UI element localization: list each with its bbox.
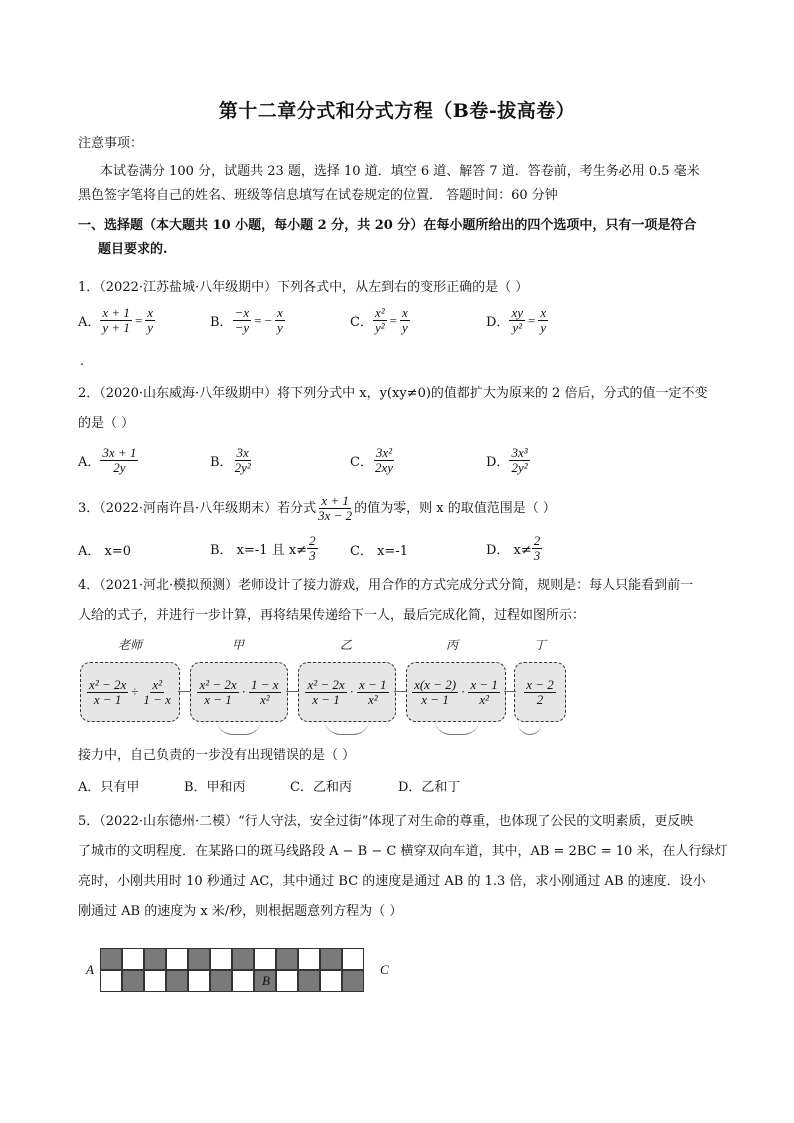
stripe (342, 948, 364, 970)
stripe (100, 970, 122, 992)
q4-stem-line-2: 人给的式子，并进行一步计算，再将结果传递给下一人，最后完成化简，过程如图所示： (78, 608, 586, 623)
equals-sign: = (527, 312, 536, 328)
relay-label-bing: 丙 (446, 638, 459, 652)
q4-ask: 接力中，自己负责的一步没有出现错误的是（ ） (78, 748, 356, 763)
q5-stem-line-2: 了城市的文明程度．在某路口的斑马线路段 A − B − C 横穿双向车道，其中，AB = 2BC = 10 米，在人行绿灯 (78, 844, 728, 859)
pass-arrow-icon (434, 718, 480, 735)
q2-option-b[interactable] (210, 446, 253, 475)
stripe (122, 970, 144, 992)
q2-option-c[interactable] (350, 446, 395, 475)
stripe (276, 970, 298, 992)
q1-option-c[interactable] (350, 306, 410, 335)
q2-stem-line-2: 的是（ ） (78, 416, 135, 431)
q5-stem-line-4: 刚通过 AB 的速度为 x 米/秒，则根据题意列方程为（ ） (78, 904, 403, 919)
stripe (232, 948, 254, 970)
fraction: $\frac{x + 1}{3x - 2}$ (318, 493, 353, 523)
q4-stem-line-1: 4．（2021·河北·模拟预测）老师设计了接力游戏，用合作的方式完成分式分简，规则是：每人只能看到前一 (78, 578, 694, 593)
stripe (210, 948, 232, 970)
fraction: $\frac{\text{x²}}{1 - x}$ (143, 676, 171, 707)
fraction: $\frac{x(x - 2)}{x - 1}$ (414, 676, 457, 707)
q1-stem: 1．（2022·江苏盐城·八年级期中）下列各式中，从左到右的变形正确的是（ ） (78, 280, 529, 295)
fraction: $\frac{xy}{\text{y²}}$ (511, 305, 523, 335)
fraction: $\frac{1 - x}{\text{x²}}$ (251, 676, 279, 707)
stripe (298, 970, 320, 992)
relay-box-ding (514, 662, 566, 722)
fraction: $\frac{x - 1}{\text{x²}}$ (470, 676, 498, 707)
q3-option-d[interactable] (486, 534, 542, 563)
stripe (210, 970, 232, 992)
stripe (166, 948, 188, 970)
option-label: A． (78, 455, 101, 470)
stripe (320, 948, 342, 970)
stripe (232, 970, 254, 992)
notice-line-1: 本试卷满分 100 分，试题共 23 题，选择 10 道．填空 6 道、解答 7 道．答卷前，考生务必用 0.5 毫米 (100, 164, 700, 179)
q3-option-c[interactable]: C． x=-1 (350, 544, 408, 559)
connector-line (504, 691, 516, 693)
q1-option-d[interactable] (486, 306, 548, 335)
fraction: $\frac{\text{3x³}}{\text{2y²}}$ (511, 445, 528, 475)
stripe (298, 948, 320, 970)
crosswalk-label-b: B (262, 973, 270, 988)
fraction: $\frac{2}{3}$ (533, 533, 541, 563)
relay-box-bing (406, 662, 506, 722)
fraction: $\frac{x}{y}$ (401, 305, 408, 335)
section-heading-line-1: 一、选择题（本大题共 10 小题，每小题 2 分，共 20 分）在每小题所给出的四个选项中，只有一项是符合 (78, 218, 697, 233)
fraction: $\frac{x}{y}$ (147, 305, 154, 335)
notice-line-2: 黑色签字笔将自己的姓名、班级等信息填写在试卷规定的位置． 答题时间：60 分钟 (78, 188, 558, 203)
relay-label-yi: 乙 (340, 638, 353, 652)
q4-option-c[interactable]: C．乙和丙 (290, 780, 352, 795)
operator: · (461, 684, 466, 699)
option-text: B． x=-1 且 x≠ (210, 543, 308, 558)
page-title: 第十二章分式和分式方程（B卷-拔高卷） (218, 100, 576, 122)
stripe (276, 948, 298, 970)
stripe (144, 948, 166, 970)
pass-arrow-icon (216, 718, 262, 735)
connector-line (178, 691, 190, 693)
fraction: $\frac{\text{3x²}}{2xy}$ (374, 445, 393, 475)
connector-line (394, 691, 406, 693)
q5-stem-line-1: 5．（2022·山东德州·二模）“行人守法，安全过街”体现了对生命的尊重，也体现了公民的文明素质，更反映 (78, 814, 694, 829)
stripe (166, 970, 188, 992)
q3-option-b[interactable] (210, 534, 318, 563)
relay-box-yi (298, 662, 396, 722)
stripe (188, 948, 210, 970)
q4-option-b[interactable]: B．甲和丙 (184, 780, 246, 795)
relay-box-teacher (80, 662, 180, 722)
relay-label-ding: 丁 (534, 638, 547, 652)
fraction: $\frac{x + 1}{y + 1}$ (102, 305, 130, 335)
fraction: $\frac{x - 2}{2}$ (526, 676, 554, 707)
connector-line (286, 691, 298, 693)
option-label: D． (486, 315, 510, 330)
operator: ÷ (131, 684, 139, 699)
option-label: C． (350, 455, 373, 470)
fraction: $\frac{2}{3}$ (309, 533, 316, 563)
pass-arrow-icon (518, 718, 542, 735)
relay-label-jia: 甲 (232, 638, 245, 652)
option-label: C． (350, 315, 373, 330)
fraction: $\frac{\text{x²}}{\text{y²}}$ (374, 305, 385, 335)
q2-stem-line-1: 2．（2020·山东威海·八年级期中）将下列分式中 x，y(xy≠0)的值都扩大为原来的 2 倍后，分式的值一定不变 (78, 386, 708, 401)
stripe (144, 970, 166, 992)
stripe (342, 970, 364, 992)
q3-option-a[interactable]: A． x=0 (78, 544, 132, 559)
relay-label-teacher: 老师 (118, 638, 143, 652)
q2-option-d[interactable] (486, 446, 530, 475)
q3-stem (78, 494, 556, 523)
crosswalk-label-a: A (86, 962, 94, 977)
stripe (188, 970, 210, 992)
equals-minus-sign: = − (254, 312, 273, 328)
operator: · (241, 684, 246, 699)
q5-stem-line-3: 亮时，小刚共用时 10 秒通过 AC，其中通过 BC 的速度是通过 AB 的 1.3 倍，求小刚通过 AB 的速度．设小 (78, 874, 706, 889)
q4-option-d[interactable]: D．乙和丁 (398, 780, 461, 795)
fraction: $\frac{\text{x² − 2x}}{x - 1}$ (89, 676, 127, 707)
operator: · (349, 684, 354, 699)
pass-arrow-icon (324, 718, 370, 735)
q3-stem-prefix: 3．（2022·河南许昌·八年级期末）若分式 (78, 500, 317, 516)
fraction: $\frac{x}{y}$ (277, 305, 283, 335)
stripe (320, 970, 342, 992)
crosswalk-label-c: C (380, 962, 389, 977)
option-label: A． (78, 315, 101, 330)
notice-heading: 注意事项： (78, 136, 144, 151)
fraction: $\frac{x - 1}{\text{x²}}$ (359, 676, 387, 707)
q2-option-a[interactable] (78, 446, 138, 475)
stray-dot: . (80, 354, 85, 369)
fraction: $\frac{\text{x² − 2x}}{x - 1}$ (307, 676, 345, 707)
stripe (100, 948, 122, 970)
q3-stem-suffix: 的值为零，则 x 的取值范围是（ ） (354, 500, 556, 516)
q1-option-b[interactable] (210, 306, 285, 335)
fraction: $\frac{3x}{\text{2y²}}$ (234, 445, 251, 475)
fraction: $\frac{-x}{-y}$ (234, 305, 250, 335)
stripe (122, 948, 144, 970)
section-heading-line-2: 题目要求的. (98, 242, 168, 257)
q1-option-a[interactable] (78, 306, 155, 335)
stripe (254, 948, 276, 970)
fraction: $\frac{\text{x² − 2x}}{x - 1}$ (199, 676, 237, 707)
option-text: D． x≠ (486, 543, 532, 558)
relay-box-jia (190, 662, 288, 722)
fraction: $\frac{x}{y}$ (540, 305, 547, 335)
equals-sign: = (389, 312, 397, 328)
option-label: B． (210, 315, 233, 330)
fraction: $\frac{3x + 1}{2y}$ (102, 445, 137, 475)
q4-option-a[interactable]: A．只有甲 (78, 780, 140, 795)
option-label: B． (210, 455, 233, 470)
option-label: D． (486, 455, 510, 470)
equals-sign: = (134, 312, 143, 328)
